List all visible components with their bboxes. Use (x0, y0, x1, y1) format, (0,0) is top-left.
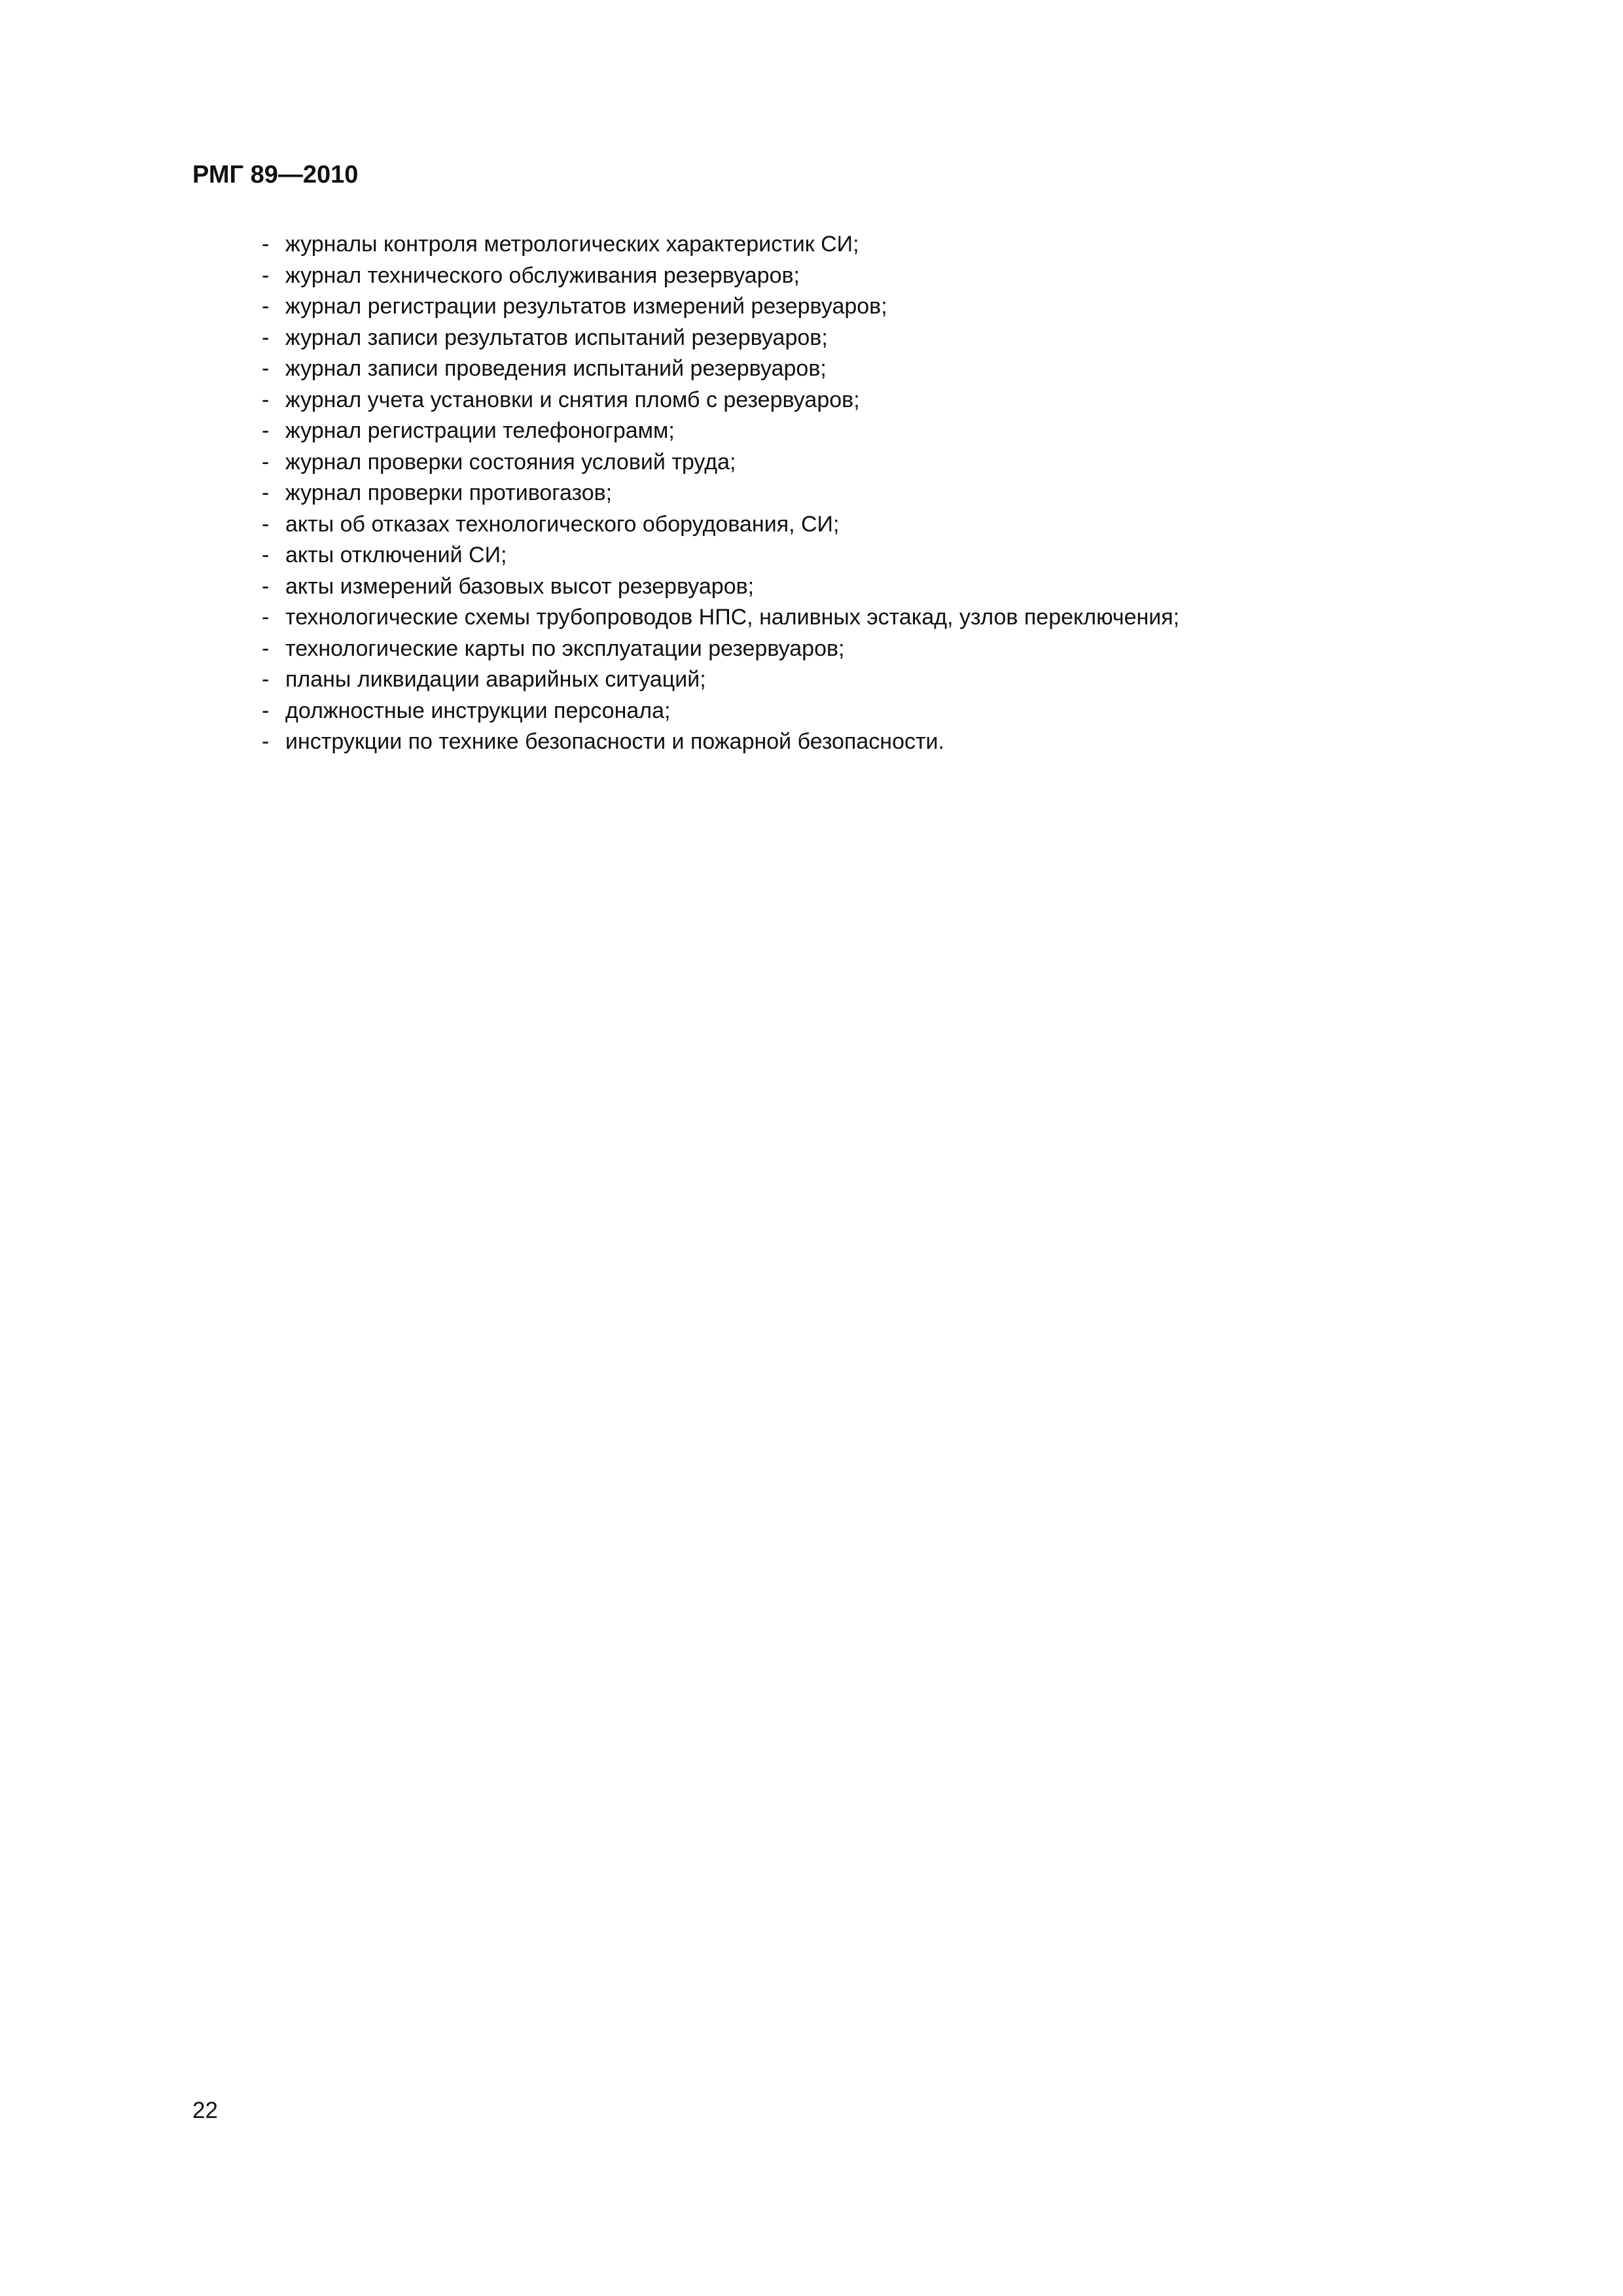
list-item (262, 726, 1179, 758)
list-item (262, 634, 1179, 665)
list-dash: - (262, 232, 270, 257)
list-item (262, 540, 1179, 571)
list-dash: - (262, 605, 270, 630)
list-item (262, 447, 1179, 478)
list-item-text: журналы контроля метрологических характеристик СИ; (285, 232, 859, 257)
list-dash: - (262, 480, 270, 505)
list-item (262, 696, 1179, 727)
list-item-text: журнал проверки противогазов; (285, 480, 613, 505)
list-dash: - (262, 294, 270, 319)
list-item-text: журнал записи результатов испытаний резервуаров; (285, 325, 828, 350)
list-item-text: акты измерений базовых высот резервуаров; (285, 573, 755, 599)
list-item (262, 353, 1179, 385)
list-item-text: журнал учета установки и снятия пломб с резервуаров; (285, 387, 860, 412)
list-item (262, 571, 1179, 603)
document-designation: РМГ 89—2010 (192, 161, 359, 188)
list-dash: - (262, 543, 270, 567)
list-item-text: инструкции по технике безопасности и пожарной безопасности. (285, 729, 944, 754)
list-item (262, 291, 1179, 323)
list-item-text: журнал технического обслуживания резервуаров; (285, 262, 800, 288)
list-dash: - (262, 511, 270, 537)
list-item-text: акты отключений СИ; (285, 543, 507, 567)
list-dash: - (262, 667, 270, 692)
list-item (262, 509, 1179, 541)
list-item-text: журнал регистрации результатов измерений резервуаров; (285, 294, 887, 319)
page-number: 22 (192, 2098, 218, 2123)
list-item (262, 385, 1179, 416)
list-dash: - (262, 418, 270, 443)
list-item (262, 229, 1179, 260)
list-dash: - (262, 573, 270, 599)
list-item-text: акты об отказах технологического оборудования, СИ; (285, 511, 840, 537)
list-item-text: журнал проверки состояния условий труда; (285, 449, 736, 475)
list-item (262, 664, 1179, 696)
list-item-text: технологические схемы трубопроводов НПС, наливных эстакад, узлов переключения; (285, 605, 1180, 630)
list-item-text: журнал регистрации телефонограмм; (285, 418, 675, 443)
list-item (262, 416, 1179, 447)
document-list (262, 229, 1179, 758)
list-item-text: планы ликвидации аварийных ситуаций; (285, 667, 706, 692)
list-item (262, 478, 1179, 509)
list-item (262, 323, 1179, 354)
list-dash: - (262, 449, 270, 475)
list-dash: - (262, 698, 270, 723)
list-item-text: должностные инструкции персонала; (285, 698, 671, 723)
list-item (262, 260, 1179, 292)
list-dash: - (262, 636, 270, 661)
list-dash: - (262, 729, 270, 754)
list-item (262, 602, 1179, 634)
list-dash: - (262, 262, 270, 288)
list-dash: - (262, 356, 270, 381)
list-dash: - (262, 387, 270, 412)
list-item-text: технологические карты по эксплуатации резервуаров; (285, 636, 845, 661)
list-dash: - (262, 325, 270, 350)
list-item-text: журнал записи проведения испытаний резервуаров; (285, 356, 827, 381)
